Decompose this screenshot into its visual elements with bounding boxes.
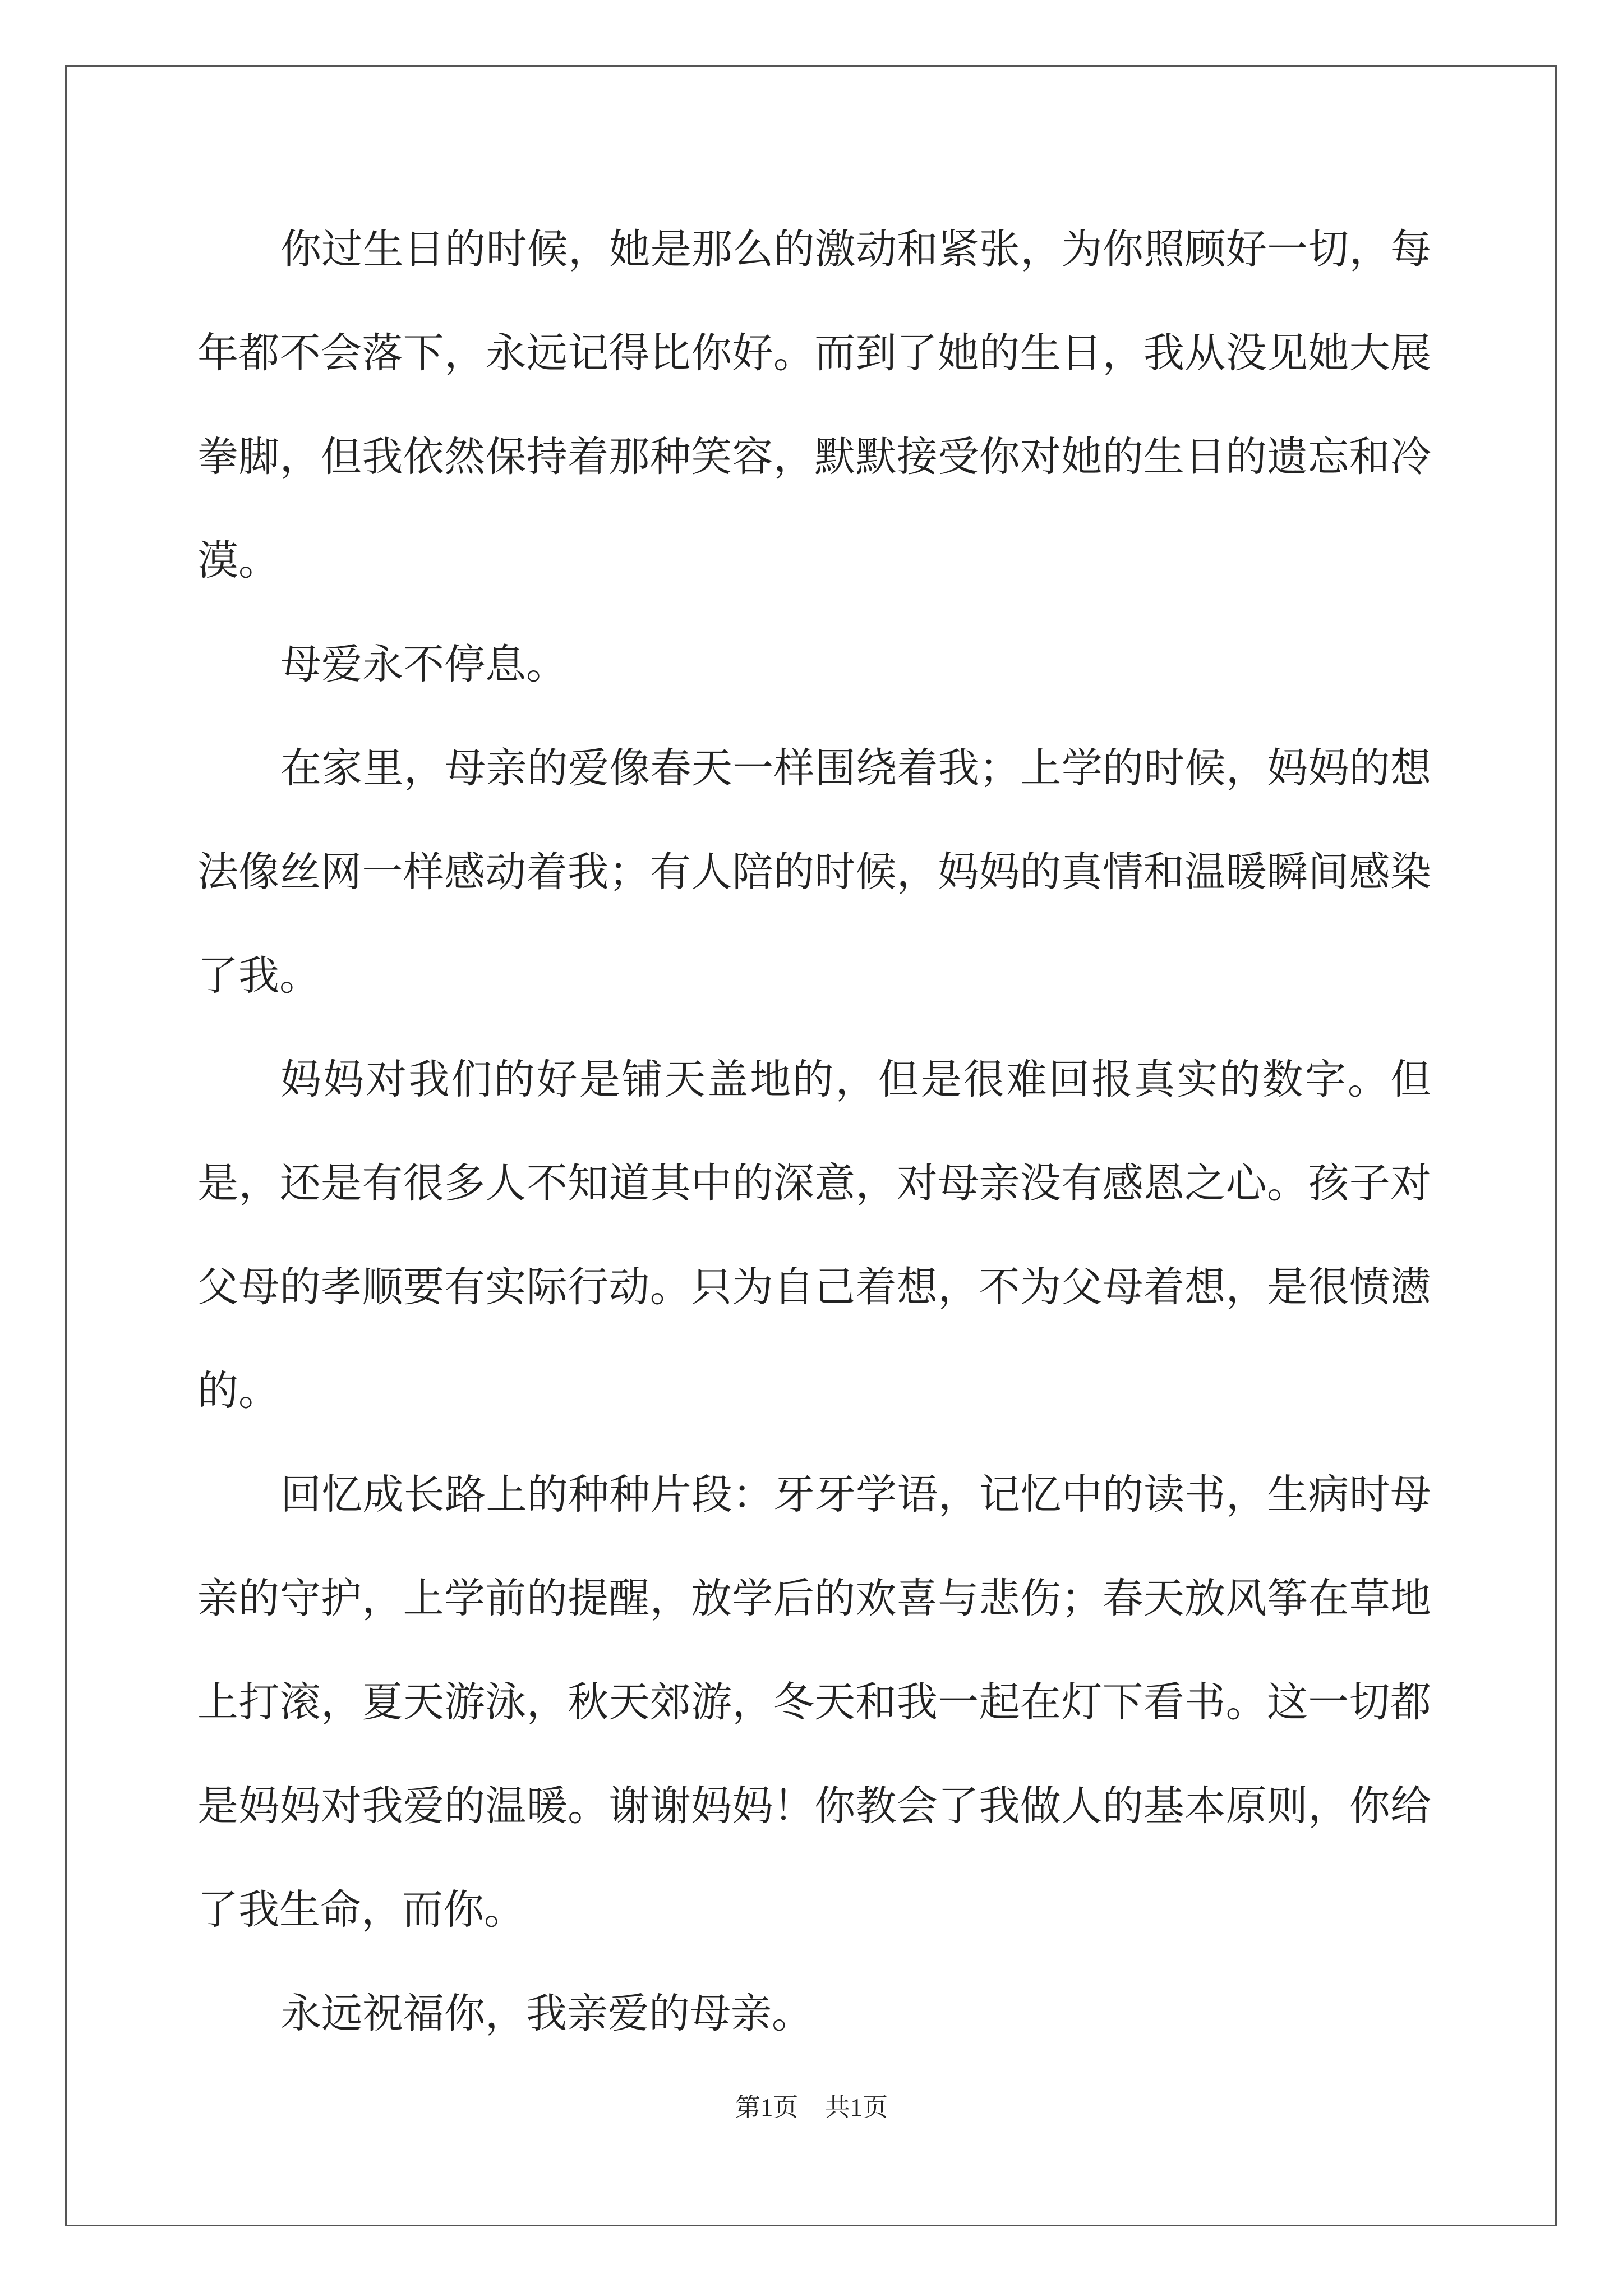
paragraph-2: 母爱永不停息。 [280,641,567,688]
page-number-total: 共1页 [824,2093,888,2122]
paragraph-4: 妈妈对我们的好是铺天盖地的，但是很难回报真实的数字。但是，还是有很多人不知道其中的深意，对母亲没有感恩之心。孩子对父母的孝顺要有实际行动。只为自己着想，不为父母着想，是很愤懑的。 [197,1056,1431,1415]
paragraph-1: 你过生日的时候，她是那么的激动和紧张，为你照顾好一切，每年都不会落下，永远记得比你好。而到了她的生日，我从没见她大展拳脚，但我依然保持着那种笑容，默默接受你对她的生日的遗忘和冷漠。 [197,226,1431,585]
page-number-current: 第1页 [735,2093,799,2122]
page-footer [0,2087,1623,2123]
paragraph-3: 在家里，母亲的爱像春天一样围绕着我；上学的时候，妈妈的想法像丝网一样感动着我；有人陪的时候，妈妈的真情和温暖瞬间感染了我。 [197,744,1431,1000]
document-body [197,197,1431,2065]
paragraph-5: 回忆成长路上的种种片段：牙牙学语，记忆中的读书，生病时母亲的守护，上学前的提醒，放学后的欢喜与悲伤；春天放风筝在草地上打滚，夏天游泳，秋天郊游，冬天和我一起在灯下看书。这一切都是妈妈对我爱的温暖。谢谢妈妈！你教会了我做人的基本原则，你给了我生命，而你。 [197,1471,1431,1934]
paragraph-6: 永远祝福你，我亲爱的母亲。 [280,1990,813,2037]
